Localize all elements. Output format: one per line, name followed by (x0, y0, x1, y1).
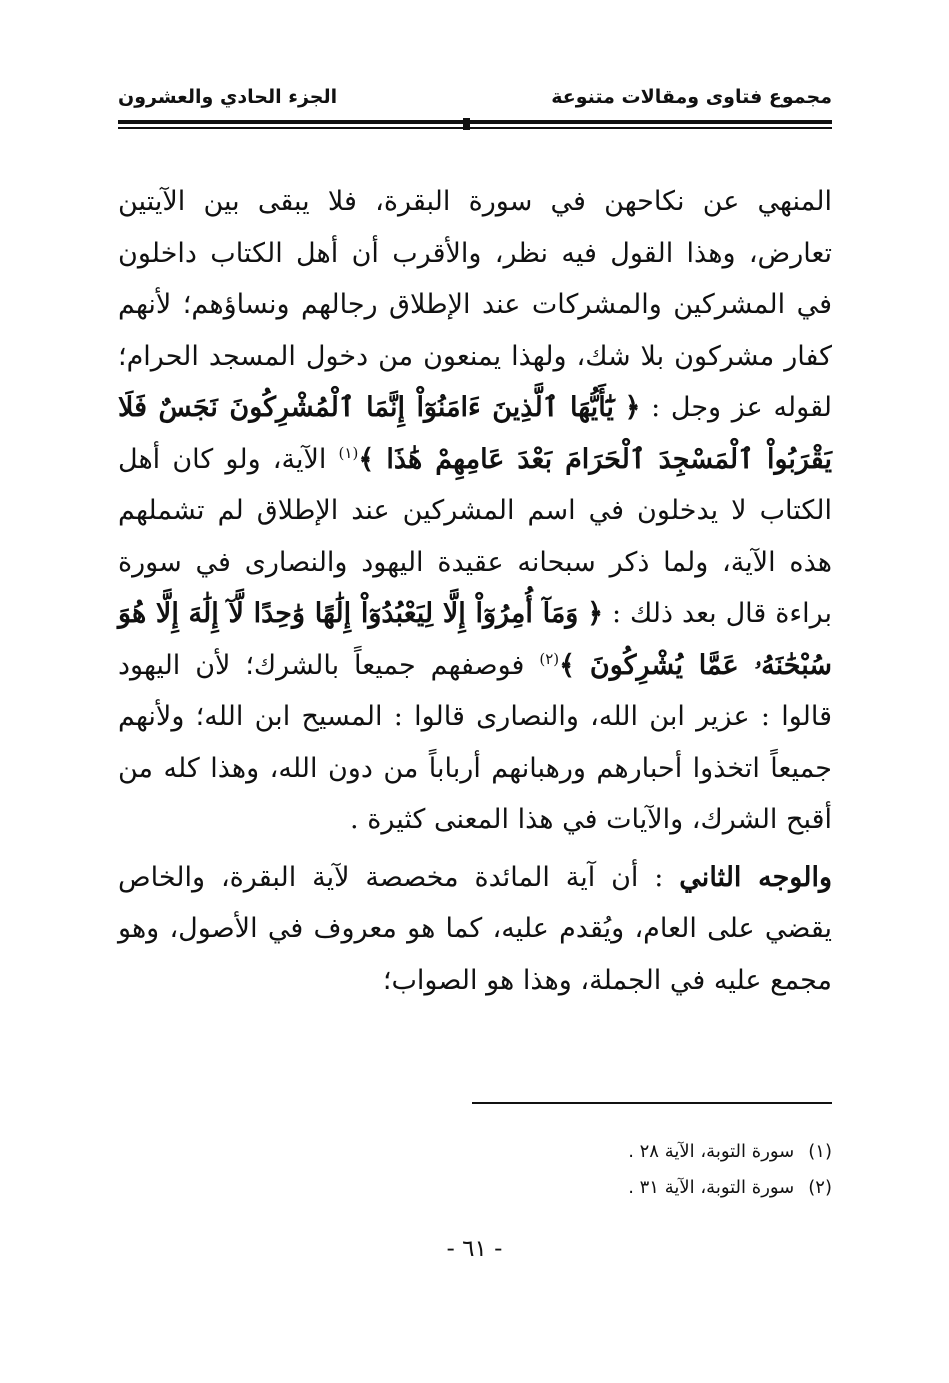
header-rule-ornament (463, 118, 470, 130)
part-label: الجزء الحادي والعشرون (118, 86, 338, 108)
quran-verse-2: وَمَآ أُمِرُوٓاْ إِلَّا لِيَعْبُدُوٓاْ إِلَٰهًا وَٰحِدًا لَّآ إِلَٰهَ إِلَّا هُوَ سُبْحَٰنَهُۥ عَمَّا يُشْرِكُونَ (118, 598, 832, 681)
paragraph-1-text-c: فوصفهم جميعاً بالشرك؛ لأن اليهود قالوا : عزير ابن الله، والنصارى قالوا : المسيح ابن الله؛ ولأنهم جميعاً اتخذوا أحبارهم ورهبانهم أرباباً من دون الله، وهذا كله من أقبح الشرك، والآيات في هذا المعنى كثيرة . (118, 649, 832, 835)
footnote-ref-1[interactable]: (١) (338, 443, 359, 462)
paragraph-2 (118, 852, 832, 1007)
running-header (118, 86, 832, 116)
footnote-number: (٢) (808, 1177, 832, 1198)
quran-verse-1: يَٰٓأَيُّهَا ٱلَّذِينَ ءَامَنُوٓاْ إِنَّمَا ٱلْمُشْرِكُونَ نَجَسٌ فَلَا يَقْرَبُواْ ٱلْمَسْجِدَ ٱلْحَرَامَ بَعْدَ عَامِهِمْ هَٰذَا (118, 392, 832, 475)
verse-open-bracket: ﴿ (587, 598, 604, 629)
page-number: - ٦١ - (446, 1236, 503, 1262)
paragraph-1-text-b: الآية، ولو كان أهل الكتاب لا يدخلون في اسم المشركين عند الإطلاق لم تشملهم هذه الآية، ولما ذكر سبحانه عقيدة اليهود والنصارى في سورة براءة قال بعد ذلك : (118, 443, 832, 629)
paragraph-2-lead: والوجه الثاني (679, 861, 832, 893)
footnote-rule (472, 1102, 832, 1104)
footnote-text: سورة التوبة، الآية ٣١ . (628, 1177, 795, 1198)
verse-open-bracket: ﴿ (624, 392, 641, 423)
main-text (118, 176, 832, 1006)
paragraph-2-text: : أن آية المائدة مخصصة لآية البقرة، والخاص يقضي على العام، ويُقدم عليه، كما هو معروف في الأصول، وهو مجمع عليه في الجملة، وهذا هو الصواب؛ (118, 861, 832, 996)
book-title: مجموع فتاوى ومقالات متنوعة (551, 86, 832, 108)
verse-close-bracket: ﴾ (358, 443, 375, 475)
footnote-1 (118, 1134, 832, 1170)
paragraph-1 (118, 176, 832, 846)
footnote-number: (١) (808, 1141, 832, 1162)
header-rule-thin (118, 127, 832, 129)
footnote-2 (118, 1170, 832, 1206)
paragraph-1-text-a: المنهي عن نكاحهن في سورة البقرة، فلا يبقى بين الآيتين تعارض، وهذا القول فيه نظر، والأقرب أن أهل الكتاب داخلون في المشركين والمشركات عند الإطلاق رجالهم ونساؤهم؛ لأنهم كفار مشركون بلا شك، ولهذا يمنعون من دخول المسجد الحرام؛ لقوله عز وجل : (118, 186, 832, 423)
footnote-ref-2[interactable]: (٢) (539, 649, 560, 668)
footnotes (118, 1134, 832, 1206)
footnote-text: سورة التوبة، الآية ٢٨ . (628, 1141, 795, 1162)
verse-close-bracket: ﴾ (559, 649, 575, 681)
header-rule-thick (118, 120, 832, 124)
